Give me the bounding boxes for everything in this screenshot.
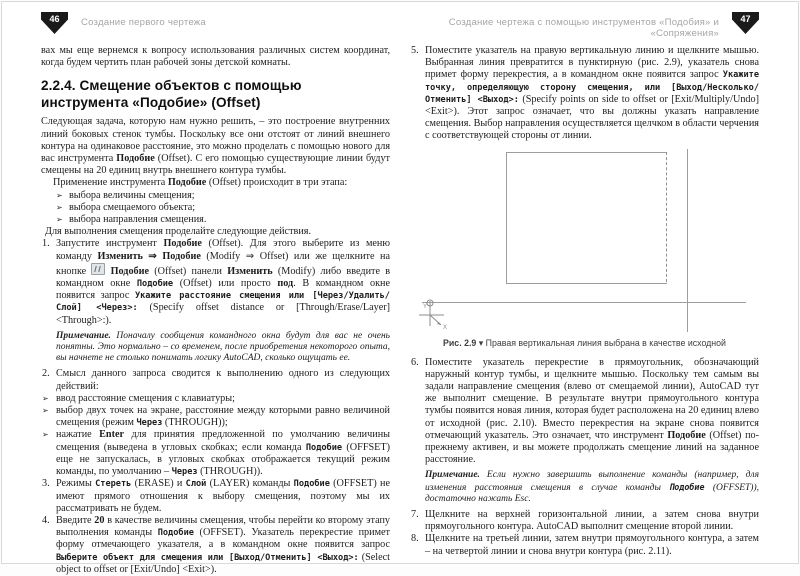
list-item	[41, 190, 390, 202]
figure-2-9	[420, 149, 750, 335]
cabinet-outline-rectangle	[506, 152, 667, 284]
intro-paragraph: вах мы еще вернемся к вопросу использования различных систем координат, когда будем чертить план рабочей зоны детской комнаты.	[41, 45, 390, 69]
step-text: Щелкните на верхней горизонтальной линии, а затем снова внутри прямоугольного контура. AutoCAD выполнит смещение второй линии.	[425, 509, 759, 533]
step-text: Щелкните на третьей линии, затем внутри прямоугольного контура, а затем – на четвертой линии и снова внутри контура (рис. 2.11).	[425, 533, 759, 557]
bullet-arrow-icon: ➢	[42, 430, 49, 440]
list-item-text: выбор двух точек на экране, расстояние между которыми равно величиной смещения (режим Через (THROUGH));	[56, 405, 390, 429]
list-item	[41, 429, 390, 478]
numbered-step	[41, 515, 390, 576]
step-number: 4.	[42, 514, 50, 526]
list-item-text: нажатие Enter для принятия предложенной по умолчанию величины смещения (выведена в угловых скобках; если команда Подобие (OFFSET) еще не запускалась, в угловых скобках отображается текущий режим команды, по умолчанию – Через (THROUGH)).	[56, 429, 390, 478]
bullet-arrow-icon: ➢	[42, 393, 49, 403]
paragraph: Применение инструмента Подобие (Offset) происходит в три этапа:	[53, 177, 348, 189]
numbered-step	[41, 238, 390, 326]
figure-caption: Рис. 2.9 ▾ Правая вертикальная линия выбрана в качестве исходной	[443, 337, 726, 348]
section-heading: 2.2.4. Смещение объектов с помощью инструмента «Подобие» (Offset)	[41, 78, 302, 110]
bullet-arrow-icon: ➢	[56, 215, 63, 225]
bullet-list	[41, 190, 390, 227]
ucs-axes-icon	[416, 295, 452, 333]
page-header-left	[41, 12, 390, 35]
note: Примечание. Поначалу сообщения командного окна будут для вас не очень понятны. Это нормально – со временем, после приобретения некоторого опыта, вы начнете не столько понимать логику AutoCAD, сколько ощущать ее.	[56, 330, 390, 364]
bullet-arrow-icon: ➢	[42, 406, 49, 416]
step-text: Поместите указатель перекрестие в прямоугольник, обозначающий наружный контур тумбы, и щелкните мышью. Поскольку тем самым вы задали направление смещения (влево от смещаемой линии), AutoCAD тут же выполнит смещение. В результате внутри прямоугольного контура тумбы появится новая линия, которая будет расположена на 20 единиц влево от исходной (рис. 2.10). Вместо перекрестия на экране снова появится отмечающий указатель. Это означает, что инструмент Подобие (Offset) по-прежнему активен, и вы можете продолжать смещение линий на заданное расстояние.	[425, 356, 760, 466]
axis-x-label: X	[442, 324, 447, 331]
page-number-badge	[41, 12, 68, 34]
offset-tool-icon	[91, 263, 105, 275]
page-header-right	[410, 12, 759, 39]
step-text: Запустите инструмент Подобие (Offset). Для этого выберите из меню команду Изменить ⇒ Подобие (Modify ⇒ Offset) или же щелкните на кнопке Подобие (Offset) панели Изменить (Modify) либо введите в командном окне Подобие (Offset) или просто под. В командном окне появится запрос Укажите расстояние смещения или [Через/Удалить/Слой] <Через>: (Specify offset distance or [Through/Erase/Layer] <Through>:).	[56, 238, 391, 326]
numbered-step	[410, 509, 759, 533]
paragraph: Для выполнения смещения проделайте следующие действия.	[45, 226, 312, 238]
book-spread	[1, 1, 799, 575]
step-text: Введите 20 в качестве величины смещения, чтобы перейти ко второму этапу выполнения команды Подобие (OFFSET). Указатель перекрестие примет форму отмечающего указателя, а в командном окне появится запрос Выберите объект для смещения или [Выход/Отменить] <Выход>: (Select object to offset or [Exit/Undo] <Exit>).	[56, 514, 391, 575]
page-left	[2, 2, 400, 575]
page-number: 47	[740, 14, 751, 24]
list-item-text: ввод расстояние смещения с клавиатуры;	[56, 392, 235, 404]
step-number: 7.	[411, 509, 419, 521]
running-title: Создание чертежа с помощью инструментов «Подобия» и «Сопряжения»	[448, 17, 719, 39]
axis-y-label: Y	[422, 303, 427, 310]
bullet-arrow-icon: ➢	[56, 190, 63, 200]
numbered-step	[410, 45, 759, 143]
numbered-step	[410, 533, 759, 557]
page-number: 46	[49, 14, 60, 24]
bullet-list	[41, 393, 390, 478]
numbered-step	[41, 478, 390, 515]
list-item	[41, 405, 390, 429]
selected-dashed-line	[666, 152, 667, 282]
bullet-arrow-icon: ➢	[56, 202, 63, 212]
floor-line	[422, 302, 746, 303]
step-number: 3.	[42, 478, 50, 490]
note: Примечание. Если нужно завершить выполнение команды (например, для изменения расстояния смещения в случае команды Подобие (OFFSET)), достаточно нажать Esc.	[425, 470, 759, 504]
list-item	[41, 202, 390, 214]
step-number: 6.	[411, 356, 419, 368]
right-vertical-line	[687, 149, 688, 332]
list-item	[41, 393, 390, 405]
step-number: 1.	[42, 238, 50, 250]
list-item	[41, 214, 390, 226]
paragraph: Следующая задача, которую нам нужно решить, – это построение внутренних линий боковых стенок тумбы. Поскольку все они отстоят от линий внешнего контура на одинаковое расстояние, это можно проделать с помощью нового для вас инструмента Подобие (Offset). С его помощью существующие линии будут смещены на 20 единиц внутрь внешнего контура тумбы.	[41, 116, 390, 177]
numbered-step	[410, 357, 759, 467]
list-item-text: выбора направления смещения.	[69, 214, 207, 226]
page-number-badge	[732, 12, 759, 34]
step-text: Режимы Стереть (ERASE) и Слой (LAYER) команды Подобие (OFFSET) не имеют прямого отношения к выбору смещения, поэтому мы их рассматривать не будем.	[56, 478, 390, 514]
list-item-text: выбора величины смещения;	[69, 189, 195, 201]
step-text: Смысл данного запроса сводится к выполнению одного из следующих действий:	[56, 368, 390, 392]
step-number: 5.	[411, 45, 419, 56]
step-text: Поместите указатель на правую вертикальную линию и щелкните мышью. Выбранная линия превратится в пунктирную (рис. 2.9), указатель снова примет форму перекрестия, а в командном окне появится запрос Укажите точку, определяющую сторону смещения, или [Выход/Несколько/Отменить] <Выход>: (Specify points on side to offset or [Exit/Multiply/Undo] <Exit>). Этот запрос означает, что вы должны указать направление смещения. Выбор направления осуществляется щелчком в области черчения с соответствующей стороны от линии.	[425, 45, 759, 142]
page-right	[400, 2, 798, 563]
step-number: 8.	[411, 533, 419, 545]
running-title: Создание первого чертежа	[81, 17, 206, 28]
list-item-text: выбора смещаемого объекта;	[69, 201, 196, 213]
step-number: 2.	[42, 368, 50, 380]
numbered-step	[41, 368, 390, 392]
